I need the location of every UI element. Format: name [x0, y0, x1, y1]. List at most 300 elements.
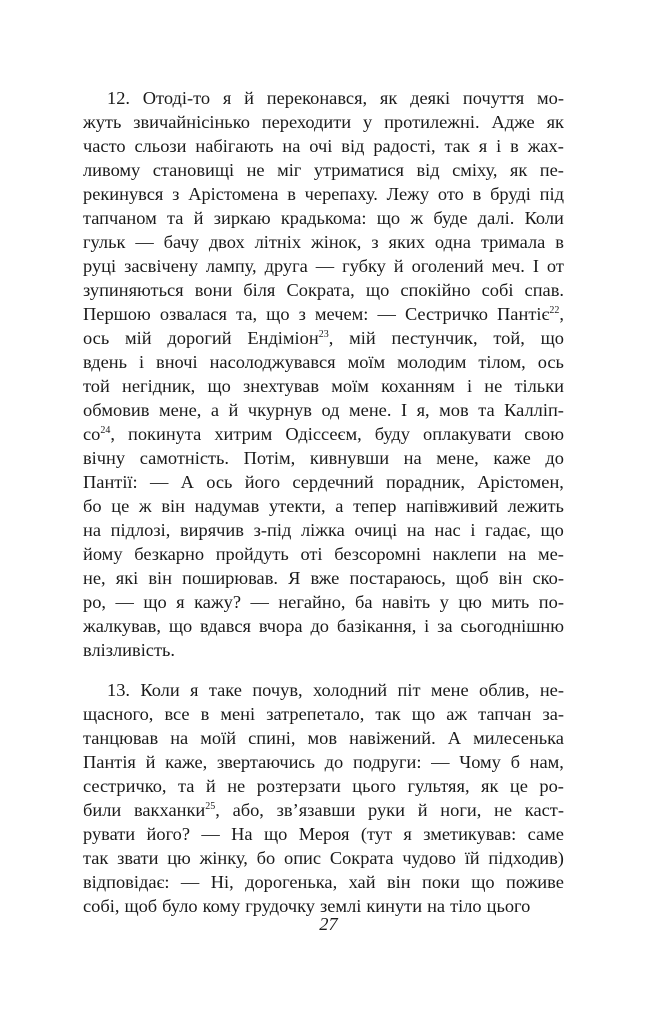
word: буде: [433, 208, 468, 228]
word: мій: [349, 328, 376, 348]
footnote-ref: 22: [549, 305, 560, 316]
word: били: [83, 800, 122, 820]
word: що: [376, 208, 401, 228]
text-line: [83, 798, 564, 822]
word: й: [417, 800, 428, 820]
word: це: [509, 776, 528, 796]
word: засвічену: [124, 256, 198, 276]
word: свою: [524, 424, 564, 444]
word: Я: [288, 568, 301, 588]
word: затрепетало,: [266, 704, 365, 724]
word: підлозі,: [110, 520, 171, 540]
word: й: [244, 88, 254, 108]
word: жінок,: [311, 232, 362, 252]
word: меч.: [491, 256, 525, 276]
text-line: [83, 702, 564, 726]
word: тепер: [353, 496, 397, 516]
word: мо-: [536, 88, 564, 108]
word: вночі: [156, 352, 198, 372]
word: бо: [256, 848, 276, 868]
word: хай: [348, 872, 376, 892]
word: Арістомен,: [477, 472, 564, 492]
word: сміху,: [452, 160, 498, 180]
word: спокійно: [400, 280, 471, 300]
word: зметикував:: [423, 824, 517, 844]
word: він: [498, 568, 523, 588]
word: каже,: [165, 752, 208, 772]
word: що: [266, 304, 290, 324]
footnote-ref: 24: [100, 425, 111, 436]
word: тілом,: [478, 352, 526, 372]
word: бо: [83, 496, 102, 516]
word: —: [250, 592, 269, 612]
word: ось: [206, 472, 233, 492]
word: собі,: [83, 896, 120, 916]
word: жуть: [83, 112, 122, 132]
word: кивнувши: [309, 448, 390, 468]
paragraph-12: [83, 86, 564, 662]
word: Сократа,: [286, 280, 355, 300]
word: (тут: [360, 824, 393, 844]
word: цього: [486, 896, 531, 916]
word: дорогий: [167, 328, 232, 348]
word: ро,: [83, 592, 106, 612]
word: молодим: [397, 352, 467, 372]
word: у: [439, 592, 449, 612]
word: та,: [236, 304, 258, 324]
word: не: [227, 776, 246, 796]
word: таке: [208, 680, 242, 700]
word: що: [411, 704, 436, 724]
word: Адже: [491, 112, 535, 132]
text-line: [83, 374, 564, 398]
word: на: [427, 896, 446, 916]
word: ме-: [537, 544, 564, 564]
text-line: [83, 846, 564, 870]
word: базікання,: [336, 616, 417, 636]
text-line: [83, 542, 564, 566]
word: переходити: [261, 112, 352, 132]
word: переконався,: [266, 88, 368, 108]
word: що: [207, 376, 231, 396]
word: відповідає:: [83, 872, 170, 892]
word: жінку,: [199, 848, 248, 868]
word: насолоджувався: [209, 352, 336, 372]
word: 13.: [107, 680, 130, 700]
word: $со^{24}$,: [83, 424, 115, 444]
word: —: [201, 824, 220, 844]
word: мов: [439, 400, 469, 420]
word: не-: [539, 680, 564, 700]
text-line: [83, 470, 564, 494]
word: двох: [208, 232, 245, 252]
word: цього: [352, 776, 396, 796]
word: і: [466, 376, 473, 396]
word: Калліп-: [504, 400, 564, 420]
word: ото: [437, 184, 464, 204]
word: На: [231, 824, 253, 844]
word: не: [484, 376, 503, 396]
text-line: [83, 206, 564, 230]
word: й: [228, 400, 239, 420]
word: сьогоднішню: [460, 616, 564, 636]
word: під: [539, 184, 564, 204]
page-number: 27: [319, 914, 338, 934]
word: та: [177, 776, 195, 796]
text-line: [83, 326, 564, 350]
word: почуття: [462, 88, 525, 108]
word: не,: [83, 568, 106, 588]
word: обмовив: [83, 400, 150, 420]
text-line: [83, 638, 564, 662]
word: озвалася: [159, 304, 227, 324]
word: ж: [138, 496, 152, 516]
word: на: [406, 520, 425, 540]
word: нам,: [529, 752, 564, 772]
word: —: [135, 232, 154, 252]
word: я: [222, 88, 232, 108]
word: вдень: [83, 352, 127, 372]
word: бачу: [163, 232, 199, 252]
word: це: [111, 496, 130, 516]
word: і: [138, 352, 145, 372]
word: цю: [458, 592, 482, 612]
footnote-ref: 23: [318, 329, 329, 340]
word: облив,: [479, 680, 530, 700]
word: по-: [538, 592, 564, 612]
word: порадник,: [386, 472, 465, 492]
word: а: [210, 400, 220, 420]
word: Одіссеєм,: [285, 424, 362, 444]
word: і: [496, 136, 502, 156]
word: А: [180, 472, 194, 492]
word: черепаху.: [304, 184, 378, 204]
word: Пантії:: [83, 472, 138, 492]
word: сестричко,: [83, 776, 167, 796]
word: очиці: [354, 520, 398, 540]
word: бруді: [490, 184, 531, 204]
text-line: [83, 518, 564, 542]
word: не: [246, 160, 265, 180]
word: його: [244, 472, 281, 492]
word: гадає,: [485, 520, 531, 540]
word: деякі: [410, 88, 451, 108]
text-line: [83, 726, 564, 750]
word: вічну: [83, 448, 126, 468]
word: тапчан: [478, 704, 532, 724]
word: радості,: [373, 136, 436, 156]
word: на: [403, 448, 422, 468]
word: протилежні.: [384, 112, 480, 132]
word: ливому: [83, 160, 141, 180]
word: в: [200, 704, 210, 724]
text-line: [83, 134, 564, 158]
word: Лежу: [386, 184, 430, 204]
word: Сократа: [329, 848, 394, 868]
word: рекинувся: [83, 184, 164, 204]
word: він: [148, 568, 173, 588]
word: безсоромні: [334, 544, 421, 564]
word: поки: [422, 872, 460, 892]
word: зв’язавши: [276, 800, 356, 820]
word: той: [83, 376, 110, 396]
word: тримала: [480, 232, 546, 252]
word: тільки: [514, 376, 564, 396]
word: А: [447, 728, 462, 748]
word: я: [403, 824, 412, 844]
text-line: [83, 446, 564, 470]
word: напівживий: [406, 496, 498, 516]
word: все: [164, 704, 190, 724]
word: я: [176, 592, 185, 612]
word: я: [190, 680, 199, 700]
word: —: [180, 872, 200, 892]
word: влізливість.: [83, 640, 175, 660]
word: І: [400, 400, 408, 420]
word: зиркаю: [213, 208, 271, 228]
text-line: [83, 86, 564, 110]
word: як: [481, 776, 499, 796]
text-line: [83, 278, 564, 302]
word: танцював: [83, 728, 159, 748]
word: підходив): [488, 848, 564, 868]
word: оголений: [411, 256, 484, 276]
word: та: [167, 208, 184, 228]
word: б: [510, 752, 520, 772]
word: ж: [410, 208, 424, 228]
word: що: [263, 824, 288, 844]
word: Коли: [524, 208, 564, 228]
word: пестунчик,: [391, 328, 478, 348]
word: спав.: [524, 280, 564, 300]
word: лампу,: [205, 256, 257, 276]
word: їй: [464, 848, 480, 868]
word: як: [546, 112, 564, 132]
word: ліжка: [300, 520, 345, 540]
word: звертаючись: [216, 752, 315, 772]
word: на: [508, 544, 527, 564]
word: часто: [83, 136, 126, 156]
word: тапчаном: [83, 208, 157, 228]
text-line: [83, 750, 564, 774]
word: і: [424, 616, 430, 636]
word: Потім,: [243, 448, 296, 468]
word: холодний: [312, 680, 388, 700]
word: з: [298, 304, 306, 324]
word: так: [444, 136, 470, 156]
word: подруги:: [352, 752, 422, 772]
word: так: [83, 848, 109, 868]
word: мене,: [436, 448, 479, 468]
word: щасного,: [83, 704, 154, 724]
word: що: [540, 520, 564, 540]
word: я: [478, 136, 488, 156]
word: з: [371, 232, 379, 252]
text-line: [83, 494, 564, 518]
word: моїй: [200, 728, 237, 748]
text-line: [83, 182, 564, 206]
word: так: [375, 704, 401, 724]
word: спині,: [248, 728, 296, 748]
word: в: [510, 136, 519, 156]
word: Пантія: [83, 752, 136, 772]
word: лежить: [507, 496, 564, 516]
word: вдався: [200, 616, 251, 636]
word: коханням: [381, 376, 455, 396]
word: щоб: [455, 568, 489, 588]
word: кинути: [366, 896, 423, 916]
word: землі: [320, 896, 362, 916]
word: піт: [397, 680, 421, 700]
word: не: [494, 800, 513, 820]
word: до: [310, 616, 330, 636]
word: самотність.: [139, 448, 230, 468]
word: в: [472, 184, 482, 204]
word: той,: [493, 328, 525, 348]
word: сльози: [134, 136, 187, 156]
word: на: [170, 728, 189, 748]
word: й: [393, 256, 404, 276]
word: моїм: [347, 352, 386, 372]
word: —: [431, 752, 450, 772]
word: з-під: [253, 520, 292, 540]
word: чкурнув: [247, 400, 312, 420]
word: цю: [167, 848, 191, 868]
word: дорогенька,: [245, 872, 338, 892]
word: —: [377, 304, 396, 324]
word: пе-: [539, 160, 564, 180]
word: ноги,: [440, 800, 482, 820]
word: мить: [491, 592, 530, 612]
word: гультяя,: [407, 776, 470, 796]
word: рувати: [83, 824, 136, 844]
word: Отоді-то: [142, 88, 211, 108]
word: Ні,: [210, 872, 234, 892]
word: поширював.: [182, 568, 278, 588]
word: від: [341, 136, 365, 156]
word: І: [532, 256, 539, 276]
word: ро-: [539, 776, 564, 796]
word: що: [471, 872, 495, 892]
word: постараюсь,: [349, 568, 446, 588]
text-line: [83, 614, 564, 638]
word: вакханки$^{25}$,: [133, 800, 220, 820]
word: до: [545, 448, 564, 468]
word: чудово: [402, 848, 456, 868]
word: хитрим: [214, 424, 273, 444]
word: йому: [83, 544, 123, 564]
text-line: [83, 422, 564, 446]
word: мене,: [158, 400, 202, 420]
word: надумав: [194, 496, 260, 516]
word: аж: [446, 704, 468, 724]
word: вже: [310, 568, 340, 588]
word: вчора: [258, 616, 303, 636]
text-line: [83, 822, 564, 846]
word: щоб: [124, 896, 158, 916]
word: Пантіє$^{22}$,: [497, 304, 564, 324]
word: мене: [430, 680, 469, 700]
footnote-ref: 25: [205, 801, 216, 812]
word: Арістомена: [188, 184, 279, 204]
word: та: [478, 400, 495, 420]
word: саме: [527, 824, 564, 844]
word: ось: [537, 352, 564, 372]
text-line: [83, 870, 564, 894]
paragraph-13: [83, 678, 564, 918]
word: почув,: [252, 680, 303, 700]
word: негайно,: [278, 592, 346, 612]
word: ба: [354, 592, 373, 612]
word: опис: [284, 848, 322, 868]
text-line: [83, 350, 564, 374]
word: які: [115, 568, 139, 588]
word: набігають: [195, 136, 274, 156]
word: мені: [220, 704, 256, 724]
word: милесенька: [473, 728, 564, 748]
word: мій: [125, 328, 152, 348]
word: літніх: [254, 232, 302, 252]
word: моїм: [331, 376, 369, 396]
word: од: [321, 400, 340, 420]
word: нас: [434, 520, 461, 540]
word: в: [555, 232, 564, 252]
word: Коли: [140, 680, 180, 700]
word: він: [386, 872, 411, 892]
word: руці: [83, 256, 117, 276]
word: знехтував: [243, 376, 320, 396]
word: вони: [194, 280, 233, 300]
word: жалкував,: [83, 616, 161, 636]
word: тіло: [450, 896, 482, 916]
word: друга: [264, 256, 308, 276]
word: каст-: [524, 800, 564, 820]
word: становищі: [152, 160, 235, 180]
word: за-: [542, 704, 564, 724]
word: звати: [117, 848, 159, 868]
word: пройдуть: [215, 544, 289, 564]
word: Першою: [83, 304, 151, 324]
word: або,: [232, 800, 264, 820]
word: в: [287, 184, 296, 204]
word: Чому: [459, 752, 501, 772]
word: з: [172, 184, 180, 204]
word: біля: [243, 280, 276, 300]
text-line: [83, 398, 564, 422]
word: ось: [83, 328, 110, 348]
word: буду: [374, 424, 410, 444]
word: зупиняються: [83, 280, 184, 300]
word: мов: [307, 728, 338, 748]
word: оплакувати: [423, 424, 512, 444]
word: як: [509, 160, 528, 180]
word: поживе: [506, 872, 564, 892]
word: крадькома:: [280, 208, 367, 228]
word: й: [145, 752, 156, 772]
word: сердечний: [292, 472, 374, 492]
word: утекти,: [268, 496, 326, 516]
word: Ендіміон$^{23}$,: [247, 328, 334, 348]
word: й: [193, 208, 204, 228]
word: навіжений.: [349, 728, 436, 748]
word: одна: [434, 232, 471, 252]
word: ско-: [532, 568, 564, 588]
word: негідник,: [122, 376, 196, 396]
text-line: [83, 254, 564, 278]
text-line: [83, 678, 564, 702]
word: очі: [309, 136, 333, 156]
word: від: [416, 160, 440, 180]
